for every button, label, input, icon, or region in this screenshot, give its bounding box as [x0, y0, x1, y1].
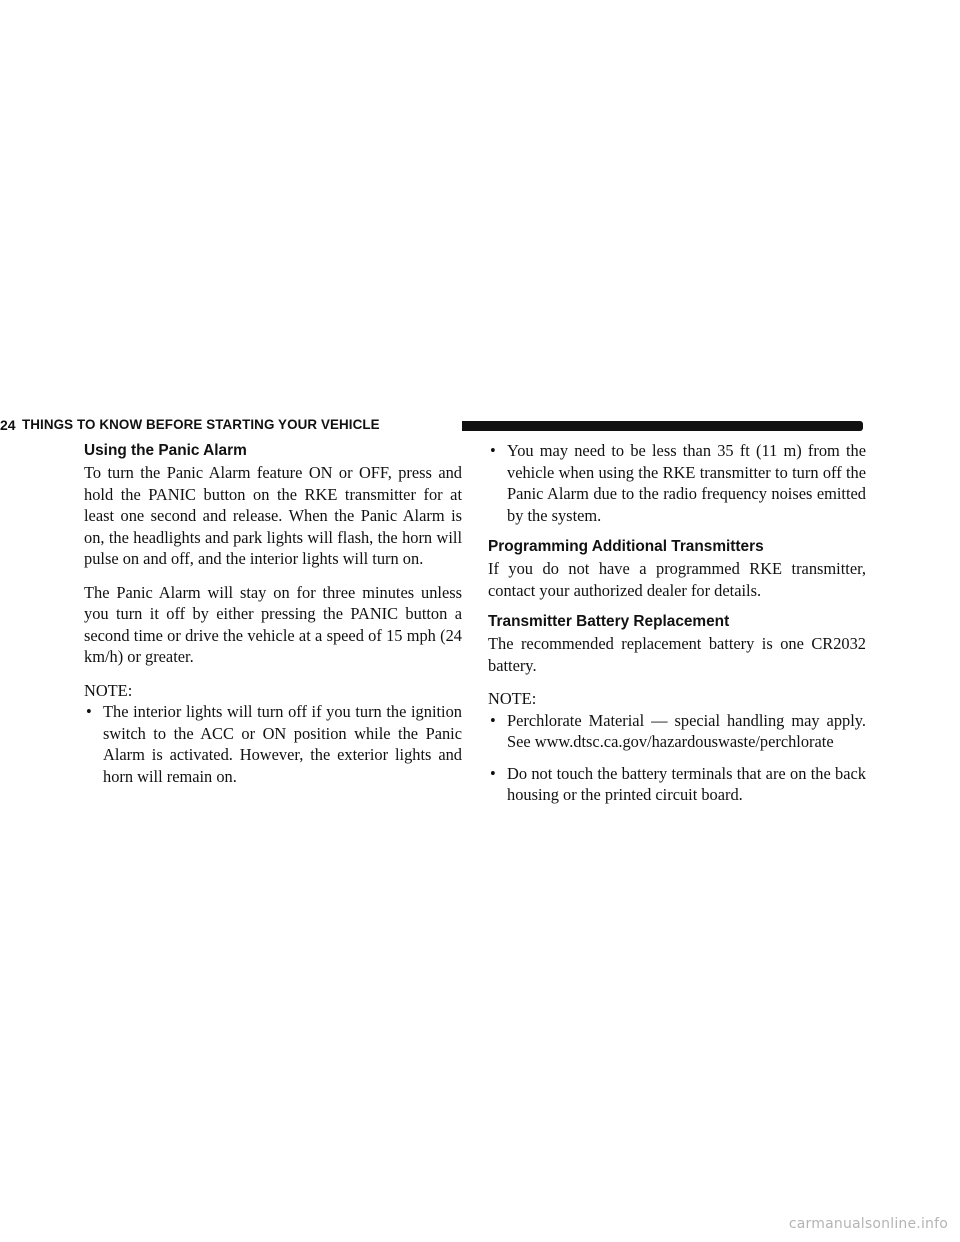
- list-item: [488, 763, 866, 806]
- note-list: [488, 710, 866, 806]
- right-column: [488, 440, 866, 806]
- list-item: [488, 440, 866, 526]
- list-item-text: Do not touch the battery terminals that are on the back housing or the printed circuit board.: [507, 763, 866, 804]
- paragraph-programming: If you do not have a programmed RKE transmitter, contact your authorized dealer for details.: [488, 559, 866, 600]
- bullet-icon: •: [490, 441, 496, 460]
- note-label: NOTE:: [488, 689, 537, 708]
- list-item: [84, 701, 462, 787]
- list-item-text: The interior lights will turn off if you turn the ignition switch to the ACC or ON position while the Panic Alarm is activated. However, the exterior lights and horn will remain on.: [103, 702, 462, 786]
- heading-panic-alarm: Using the Panic Alarm: [84, 442, 247, 459]
- paragraph-panic-duration: The Panic Alarm will stay on for three minutes unless you turn it off by either pressing the PANIC button a second time or drive the vehicle at a speed of 15 mph (24 km/h) or greater.: [84, 582, 462, 666]
- watermark-text: carmanualsonline.info: [788, 1216, 948, 1232]
- paragraph-battery: The recommended replacement battery is one CR2032 battery.: [488, 634, 866, 675]
- bullet-icon: •: [490, 710, 496, 730]
- paragraph-panic-intro: To turn the Panic Alarm feature ON or OFF, press and hold the PANIC button on the RKE transmitter for at least one second and release. When the Panic Alarm is on, the headlights and park lights will flash, the horn will pulse on and off, and the interior lights will turn on.: [84, 463, 462, 568]
- list-item: [488, 710, 866, 753]
- continued-list: [488, 440, 866, 526]
- note-list: [84, 701, 462, 787]
- list-item-text: Perchlorate Material — special handling may apply. See www.dtsc.ca.gov/hazardouswaste/perchlorate: [507, 710, 866, 751]
- heading-programming-transmitters: Programming Additional Transmitters: [488, 538, 764, 555]
- bullet-icon: •: [86, 702, 92, 721]
- left-column: [84, 440, 462, 787]
- page-number: 24: [0, 417, 16, 433]
- list-item-text: You may need to be less than 35 ft (11 m) from the vehicle when using the RKE transmitter to turn off the Panic Alarm due to the radio frequency noises emitted by the system.: [507, 441, 866, 525]
- bullet-icon: •: [490, 763, 496, 783]
- heading-battery-replacement: Transmitter Battery Replacement: [488, 613, 730, 630]
- header-rule: [462, 421, 863, 431]
- section-title: THINGS TO KNOW BEFORE STARTING YOUR VEHICLE: [22, 417, 380, 432]
- page-header: [0, 416, 960, 438]
- note-label: NOTE:: [84, 680, 133, 700]
- watermark-strip: [0, 1200, 960, 1242]
